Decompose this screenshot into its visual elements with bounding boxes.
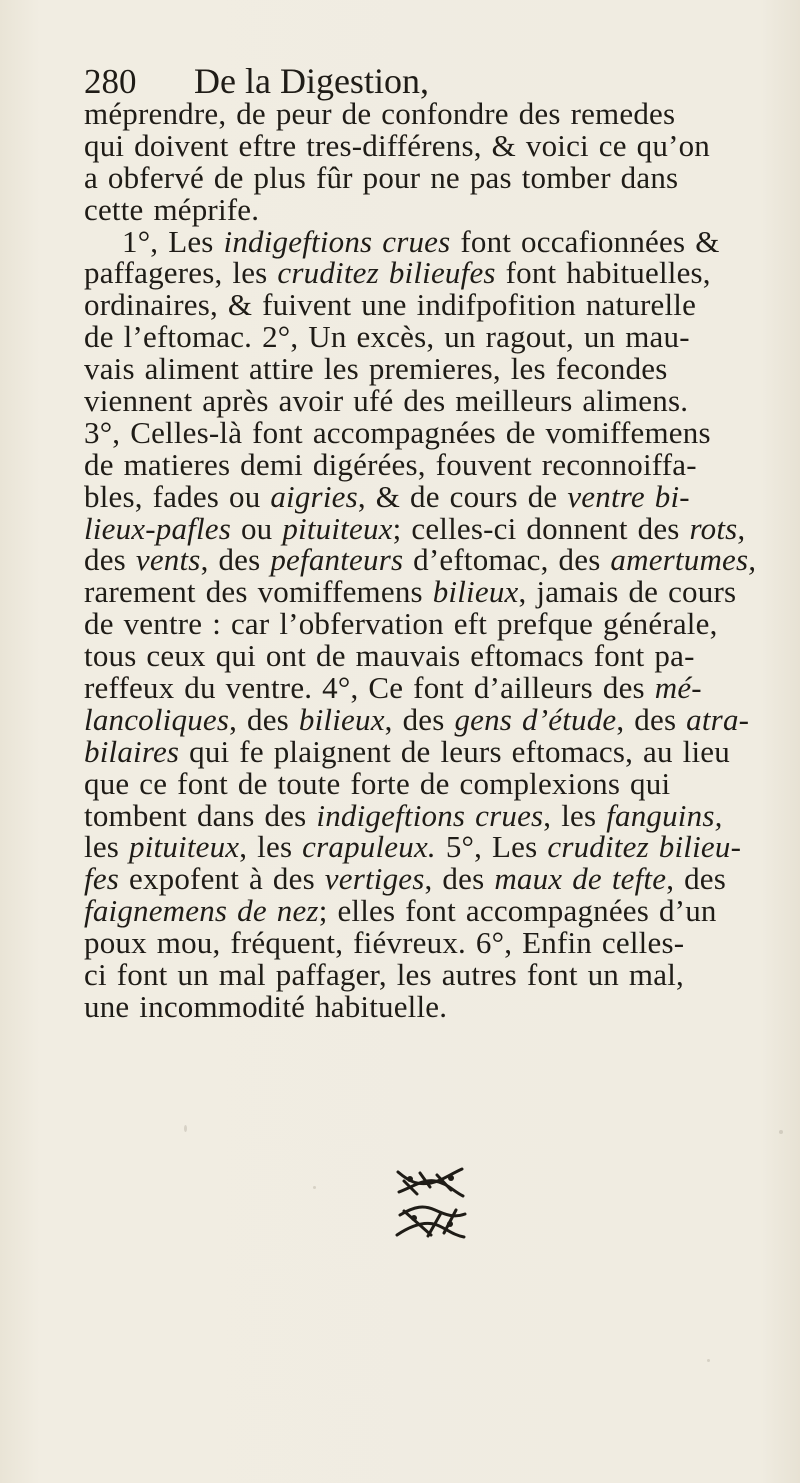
text-segment: , des — [229, 701, 299, 737]
text-line — [84, 608, 784, 640]
italic-text-segment: mé- — [654, 670, 702, 706]
text-segment: , les — [543, 797, 607, 833]
body-text — [84, 98, 784, 1023]
text-segment: , des — [384, 701, 455, 737]
italic-text-segment: rots, — [689, 510, 746, 546]
italic-text-segment: cruditez bilieu- — [547, 829, 742, 865]
text-segment: ; celles-ci donnent des — [392, 510, 690, 546]
text-line — [84, 797, 784, 833]
text-segment: de l’eftomac. 2°, Un excès, un ragout, un mau- — [84, 319, 690, 355]
italic-text-segment: faignemens de nez — [84, 893, 319, 929]
paper-speck — [184, 1125, 187, 1132]
paper-speck — [313, 1186, 316, 1189]
text-segment: de ventre : car l’obfervation eft prefque générale, — [84, 606, 718, 642]
text-segment: des — [84, 542, 136, 578]
text-line — [84, 159, 784, 195]
text-line — [84, 191, 784, 227]
running-title: De la Digestion, — [194, 61, 429, 101]
italic-text-segment: cruditez bilieufes — [277, 255, 496, 291]
text-segment: qui fe plaignent de leurs eftomacs, au lieu — [179, 733, 730, 769]
text-line — [84, 544, 784, 576]
text-segment: , des — [616, 701, 687, 737]
italic-text-segment: fes — [84, 861, 120, 897]
text-line — [84, 765, 784, 801]
text-segment: les — [84, 829, 129, 865]
text-line — [84, 98, 784, 130]
text-segment: de matieres demi digérées, fouvent reconnoiffa- — [84, 446, 697, 482]
text-segment: vais aliment attire les premieres, les fecondes — [84, 351, 668, 387]
italic-text-segment: pituiteux — [129, 829, 240, 865]
text-segment: , jamais de cours — [518, 574, 737, 610]
text-line — [84, 353, 784, 385]
text-segment: 3°, Celles-là font accompagnées de vomiffemens — [84, 414, 711, 450]
text-segment: viennent après avoir ufé des meilleurs alimens. — [84, 383, 689, 419]
italic-text-segment: bilieux — [432, 574, 519, 610]
text-segment: , des — [424, 861, 495, 897]
text-segment: tombent dans des — [84, 797, 317, 833]
text-segment: que ce font de toute forte de complexions qui — [84, 765, 671, 801]
page-number: 280 — [84, 62, 137, 101]
text-segment: 5°, Les — [435, 829, 548, 865]
italic-text-segment: pefanteurs — [270, 542, 404, 578]
text-line — [84, 478, 784, 514]
text-line — [84, 959, 784, 991]
italic-text-segment: indigeftions crues — [223, 223, 451, 259]
text-line — [84, 321, 784, 353]
text-segment: , & de cours de — [357, 478, 568, 514]
text-line — [84, 576, 784, 608]
text-segment: ; elles font accompagnées d’un — [318, 893, 717, 929]
text-segment: ci font un mal paffager, les autres font un mal, — [84, 957, 684, 993]
text-line — [84, 446, 784, 482]
text-line — [84, 831, 784, 863]
italic-text-segment: gens d’étude — [454, 701, 617, 737]
text-segment: , des — [200, 542, 271, 578]
text-segment: ordinaires, & fuivent une indifpofition naturelle — [84, 287, 697, 323]
paper-speck — [707, 1359, 710, 1362]
italic-text-segment: amertumes, — [610, 542, 757, 578]
text-segment: expofent à des — [119, 861, 325, 897]
text-segment: a obfervé de plus fûr pour ne pas tomber dans — [84, 159, 679, 195]
text-segment: tous ceux qui ont de mauvais eftomacs font pa- — [84, 638, 695, 674]
italic-text-segment: bilieux — [298, 701, 385, 737]
text-line — [84, 414, 784, 450]
italic-text-segment: ventre bi- — [567, 478, 690, 514]
crossed-flourish-ornament-icon — [386, 1163, 474, 1245]
italic-text-segment: pituiteux — [282, 510, 393, 546]
italic-text-segment: lancoliques — [84, 701, 230, 737]
text-segment: bles, fades ou — [84, 478, 271, 514]
text-segment: , des — [666, 861, 727, 897]
text-line — [84, 733, 784, 769]
text-line — [84, 988, 784, 1024]
text-line — [84, 640, 784, 672]
italic-text-segment: lieux-pafles — [84, 510, 232, 546]
text-line — [84, 127, 784, 163]
text-segment: poux mou, fréquent, fiévreux. 6°, Enfin celles- — [84, 925, 685, 961]
text-segment: paffageres, les — [84, 255, 278, 291]
text-segment: d’eftomac, des — [403, 542, 611, 578]
text-segment: rarement des vomiffemens — [84, 574, 433, 610]
italic-text-segment: maux de tefte — [494, 861, 667, 897]
italic-text-segment: fanguins, — [606, 797, 723, 833]
text-segment: font habituelles, — [495, 255, 711, 291]
text-segment: 1°, Les — [122, 223, 224, 259]
italic-text-segment: indigeftions crues — [316, 797, 544, 833]
text-line — [84, 895, 784, 927]
text-line — [84, 701, 784, 737]
text-segment: reffeux du ventre. 4°, Ce font d’ailleurs des — [84, 670, 655, 706]
italic-text-segment: crapuleux. — [302, 829, 436, 865]
text-line — [84, 289, 784, 321]
paper-speck — [779, 1130, 783, 1134]
italic-text-segment: vertiges — [324, 861, 425, 897]
text-line — [84, 385, 784, 417]
text-line — [84, 863, 784, 895]
italic-text-segment: aigries — [270, 478, 358, 514]
text-line — [84, 223, 784, 259]
text-line — [84, 927, 784, 959]
text-segment: ou — [231, 510, 283, 546]
text-segment: font occafionnées & — [450, 223, 720, 259]
text-line — [84, 510, 784, 546]
text-segment: cette méprife. — [84, 191, 260, 227]
italic-text-segment: vents — [135, 542, 201, 578]
text-segment: , les — [239, 829, 303, 865]
text-segment: qui doivent eftre tres-différens, & voici ce qu’on — [84, 127, 711, 163]
text-segment: méprendre, de peur de confondre des remedes — [84, 96, 676, 131]
text-segment: une incommodité habituelle. — [84, 988, 448, 1024]
italic-text-segment: atra- — [686, 701, 750, 737]
text-line — [84, 257, 784, 289]
italic-text-segment: bilaires — [84, 733, 180, 769]
text-line — [84, 672, 784, 704]
